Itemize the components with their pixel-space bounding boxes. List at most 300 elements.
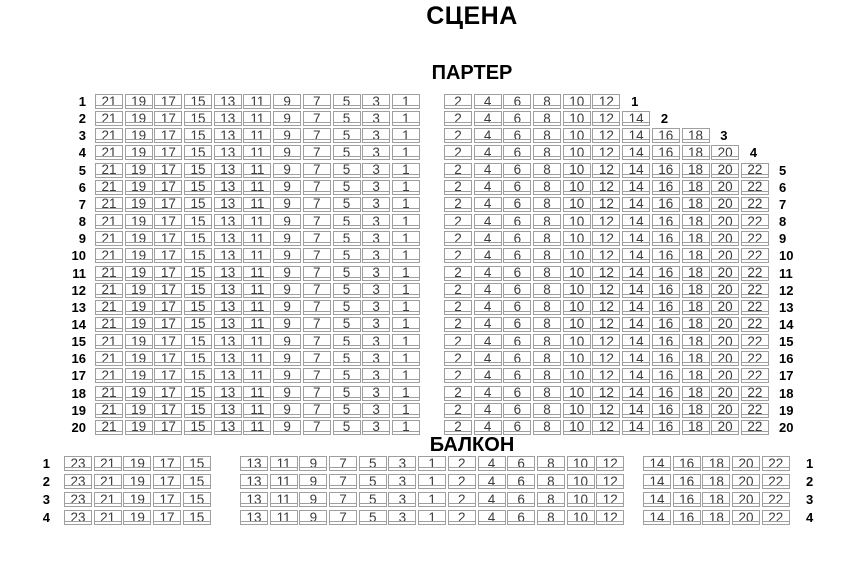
seat[interactable] bbox=[333, 163, 361, 178]
seat[interactable] bbox=[183, 492, 211, 507]
seat[interactable] bbox=[214, 334, 242, 349]
seat[interactable] bbox=[333, 266, 361, 281]
seat[interactable] bbox=[362, 317, 390, 332]
seat[interactable] bbox=[478, 492, 506, 507]
seat[interactable] bbox=[563, 283, 591, 298]
seat[interactable] bbox=[682, 420, 710, 435]
seat[interactable] bbox=[392, 403, 420, 418]
seat[interactable] bbox=[95, 231, 123, 246]
seat[interactable] bbox=[329, 492, 357, 507]
seat[interactable] bbox=[503, 248, 531, 263]
seat[interactable] bbox=[303, 403, 331, 418]
seat[interactable] bbox=[567, 456, 595, 471]
seat[interactable] bbox=[503, 111, 531, 126]
seat[interactable] bbox=[362, 197, 390, 212]
seat[interactable] bbox=[503, 214, 531, 229]
seat[interactable] bbox=[214, 368, 242, 383]
seat[interactable] bbox=[563, 145, 591, 160]
seat[interactable] bbox=[154, 163, 182, 178]
seat[interactable] bbox=[303, 231, 331, 246]
seat[interactable] bbox=[359, 456, 387, 471]
seat[interactable] bbox=[392, 111, 420, 126]
seat[interactable] bbox=[474, 420, 502, 435]
seat[interactable] bbox=[732, 456, 760, 471]
seat[interactable] bbox=[762, 510, 790, 525]
seat[interactable] bbox=[214, 351, 242, 366]
seat[interactable] bbox=[243, 420, 271, 435]
seat[interactable] bbox=[154, 283, 182, 298]
seat[interactable] bbox=[95, 386, 123, 401]
seat[interactable] bbox=[741, 317, 769, 332]
seat[interactable] bbox=[474, 214, 502, 229]
seat[interactable] bbox=[154, 248, 182, 263]
seat[interactable] bbox=[533, 420, 561, 435]
seat[interactable] bbox=[643, 492, 671, 507]
seat[interactable] bbox=[184, 180, 212, 195]
seat[interactable] bbox=[652, 248, 680, 263]
seat[interactable] bbox=[184, 111, 212, 126]
seat[interactable] bbox=[299, 456, 327, 471]
seat[interactable] bbox=[123, 492, 151, 507]
seat[interactable] bbox=[273, 128, 301, 143]
seat[interactable] bbox=[652, 145, 680, 160]
seat[interactable] bbox=[474, 300, 502, 315]
seat[interactable] bbox=[533, 283, 561, 298]
seat[interactable] bbox=[362, 351, 390, 366]
seat[interactable] bbox=[503, 145, 531, 160]
seat[interactable] bbox=[503, 266, 531, 281]
seat[interactable] bbox=[592, 197, 620, 212]
seat[interactable] bbox=[273, 145, 301, 160]
seat[interactable] bbox=[682, 317, 710, 332]
seat[interactable] bbox=[444, 128, 472, 143]
seat[interactable] bbox=[362, 231, 390, 246]
seat[interactable] bbox=[154, 403, 182, 418]
seat[interactable] bbox=[240, 510, 268, 525]
seat[interactable] bbox=[388, 510, 416, 525]
seat[interactable] bbox=[95, 317, 123, 332]
seat[interactable] bbox=[303, 248, 331, 263]
seat[interactable] bbox=[474, 334, 502, 349]
seat[interactable] bbox=[388, 474, 416, 489]
seat[interactable] bbox=[563, 300, 591, 315]
seat[interactable] bbox=[503, 420, 531, 435]
seat[interactable] bbox=[392, 128, 420, 143]
seat[interactable] bbox=[592, 386, 620, 401]
seat[interactable] bbox=[702, 474, 730, 489]
seat[interactable] bbox=[333, 420, 361, 435]
seat[interactable] bbox=[273, 266, 301, 281]
seat[interactable] bbox=[125, 300, 153, 315]
seat[interactable] bbox=[64, 456, 92, 471]
seat[interactable] bbox=[303, 300, 331, 315]
seat[interactable] bbox=[333, 300, 361, 315]
seat[interactable] bbox=[154, 94, 182, 109]
seat[interactable] bbox=[563, 197, 591, 212]
seat[interactable] bbox=[533, 266, 561, 281]
seat[interactable] bbox=[392, 197, 420, 212]
seat[interactable] bbox=[567, 492, 595, 507]
seat[interactable] bbox=[418, 492, 446, 507]
seat[interactable] bbox=[622, 248, 650, 263]
seat[interactable] bbox=[329, 474, 357, 489]
seat[interactable] bbox=[711, 145, 739, 160]
seat[interactable] bbox=[125, 248, 153, 263]
seat[interactable] bbox=[214, 145, 242, 160]
seat[interactable] bbox=[682, 231, 710, 246]
seat[interactable] bbox=[563, 128, 591, 143]
seat[interactable] bbox=[682, 197, 710, 212]
seat[interactable] bbox=[474, 317, 502, 332]
seat[interactable] bbox=[333, 351, 361, 366]
seat[interactable] bbox=[444, 180, 472, 195]
seat[interactable] bbox=[732, 492, 760, 507]
seat[interactable] bbox=[270, 456, 298, 471]
seat[interactable] bbox=[711, 351, 739, 366]
seat[interactable] bbox=[622, 317, 650, 332]
seat[interactable] bbox=[362, 283, 390, 298]
seat[interactable] bbox=[444, 351, 472, 366]
seat[interactable] bbox=[711, 231, 739, 246]
seat[interactable] bbox=[125, 214, 153, 229]
seat[interactable] bbox=[622, 283, 650, 298]
seat[interactable] bbox=[622, 197, 650, 212]
seat[interactable] bbox=[94, 492, 122, 507]
seat[interactable] bbox=[682, 368, 710, 383]
seat[interactable] bbox=[563, 317, 591, 332]
seat[interactable] bbox=[652, 283, 680, 298]
seat[interactable] bbox=[711, 197, 739, 212]
seat[interactable] bbox=[563, 334, 591, 349]
seat[interactable] bbox=[533, 334, 561, 349]
seat[interactable] bbox=[154, 420, 182, 435]
seat[interactable] bbox=[95, 334, 123, 349]
seat[interactable] bbox=[362, 163, 390, 178]
seat[interactable] bbox=[503, 128, 531, 143]
seat[interactable] bbox=[673, 510, 701, 525]
seat[interactable] bbox=[125, 334, 153, 349]
seat[interactable] bbox=[592, 403, 620, 418]
seat[interactable] bbox=[444, 111, 472, 126]
seat[interactable] bbox=[478, 456, 506, 471]
seat[interactable] bbox=[362, 111, 390, 126]
seat[interactable] bbox=[474, 386, 502, 401]
seat[interactable] bbox=[682, 403, 710, 418]
seat[interactable] bbox=[622, 368, 650, 383]
seat[interactable] bbox=[444, 403, 472, 418]
seat[interactable] bbox=[448, 474, 476, 489]
seat[interactable] bbox=[392, 145, 420, 160]
seat[interactable] bbox=[303, 197, 331, 212]
seat[interactable] bbox=[652, 334, 680, 349]
seat[interactable] bbox=[567, 510, 595, 525]
seat[interactable] bbox=[762, 474, 790, 489]
seat[interactable] bbox=[474, 231, 502, 246]
seat[interactable] bbox=[474, 145, 502, 160]
seat[interactable] bbox=[125, 180, 153, 195]
seat[interactable] bbox=[711, 214, 739, 229]
seat[interactable] bbox=[362, 300, 390, 315]
seat[interactable] bbox=[622, 386, 650, 401]
seat[interactable] bbox=[362, 334, 390, 349]
seat[interactable] bbox=[444, 300, 472, 315]
seat[interactable] bbox=[741, 351, 769, 366]
seat[interactable] bbox=[214, 300, 242, 315]
seat[interactable] bbox=[154, 231, 182, 246]
seat[interactable] bbox=[418, 510, 446, 525]
seat[interactable] bbox=[95, 180, 123, 195]
seat[interactable] bbox=[622, 214, 650, 229]
seat[interactable] bbox=[596, 492, 624, 507]
seat[interactable] bbox=[273, 111, 301, 126]
seat[interactable] bbox=[94, 474, 122, 489]
seat[interactable] bbox=[333, 94, 361, 109]
seat[interactable] bbox=[533, 300, 561, 315]
seat[interactable] bbox=[702, 492, 730, 507]
seat[interactable] bbox=[214, 197, 242, 212]
seat[interactable] bbox=[444, 386, 472, 401]
seat[interactable] bbox=[711, 300, 739, 315]
seat[interactable] bbox=[444, 283, 472, 298]
seat[interactable] bbox=[474, 283, 502, 298]
seat[interactable] bbox=[474, 163, 502, 178]
seat[interactable] bbox=[184, 317, 212, 332]
seat[interactable] bbox=[153, 456, 181, 471]
seat[interactable] bbox=[95, 214, 123, 229]
seat[interactable] bbox=[333, 334, 361, 349]
seat[interactable] bbox=[682, 283, 710, 298]
seat[interactable] bbox=[214, 317, 242, 332]
seat[interactable] bbox=[592, 94, 620, 109]
seat[interactable] bbox=[273, 317, 301, 332]
seat[interactable] bbox=[125, 145, 153, 160]
seat[interactable] bbox=[682, 334, 710, 349]
seat[interactable] bbox=[214, 248, 242, 263]
seat[interactable] bbox=[444, 248, 472, 263]
seat[interactable] bbox=[622, 111, 650, 126]
seat[interactable] bbox=[303, 351, 331, 366]
seat[interactable] bbox=[533, 145, 561, 160]
seat[interactable] bbox=[563, 420, 591, 435]
seat[interactable] bbox=[270, 510, 298, 525]
seat[interactable] bbox=[243, 94, 271, 109]
seat[interactable] bbox=[741, 403, 769, 418]
seat[interactable] bbox=[533, 111, 561, 126]
seat[interactable] bbox=[392, 231, 420, 246]
seat[interactable] bbox=[184, 403, 212, 418]
seat[interactable] bbox=[273, 180, 301, 195]
seat[interactable] bbox=[333, 214, 361, 229]
seat[interactable] bbox=[95, 163, 123, 178]
seat[interactable] bbox=[596, 510, 624, 525]
seat[interactable] bbox=[243, 283, 271, 298]
seat[interactable] bbox=[537, 492, 565, 507]
seat[interactable] bbox=[444, 197, 472, 212]
seat[interactable] bbox=[592, 420, 620, 435]
seat[interactable] bbox=[392, 214, 420, 229]
seat[interactable] bbox=[652, 163, 680, 178]
seat[interactable] bbox=[95, 94, 123, 109]
seat[interactable] bbox=[682, 145, 710, 160]
seat[interactable] bbox=[503, 403, 531, 418]
seat[interactable] bbox=[392, 368, 420, 383]
seat[interactable] bbox=[652, 214, 680, 229]
seat[interactable] bbox=[652, 420, 680, 435]
seat[interactable] bbox=[711, 403, 739, 418]
seat[interactable] bbox=[592, 145, 620, 160]
seat[interactable] bbox=[333, 231, 361, 246]
seat[interactable] bbox=[652, 300, 680, 315]
seat[interactable] bbox=[362, 386, 390, 401]
seat[interactable] bbox=[507, 456, 535, 471]
seat[interactable] bbox=[123, 510, 151, 525]
seat[interactable] bbox=[444, 420, 472, 435]
seat[interactable] bbox=[652, 403, 680, 418]
seat[interactable] bbox=[125, 128, 153, 143]
seat[interactable] bbox=[125, 283, 153, 298]
seat[interactable] bbox=[299, 510, 327, 525]
seat[interactable] bbox=[711, 180, 739, 195]
seat[interactable] bbox=[273, 197, 301, 212]
seat[interactable] bbox=[184, 420, 212, 435]
seat[interactable] bbox=[299, 492, 327, 507]
seat[interactable] bbox=[273, 386, 301, 401]
seat[interactable] bbox=[362, 248, 390, 263]
seat[interactable] bbox=[444, 334, 472, 349]
seat[interactable] bbox=[592, 351, 620, 366]
seat[interactable] bbox=[273, 248, 301, 263]
seat[interactable] bbox=[741, 180, 769, 195]
seat[interactable] bbox=[154, 145, 182, 160]
seat[interactable] bbox=[214, 283, 242, 298]
seat[interactable] bbox=[622, 300, 650, 315]
seat[interactable] bbox=[711, 163, 739, 178]
seat[interactable] bbox=[392, 248, 420, 263]
seat[interactable] bbox=[184, 283, 212, 298]
seat[interactable] bbox=[444, 231, 472, 246]
seat[interactable] bbox=[154, 386, 182, 401]
seat[interactable] bbox=[243, 248, 271, 263]
seat[interactable] bbox=[622, 351, 650, 366]
seat[interactable] bbox=[592, 283, 620, 298]
seat[interactable] bbox=[503, 300, 531, 315]
seat[interactable] bbox=[362, 128, 390, 143]
seat[interactable] bbox=[537, 474, 565, 489]
seat[interactable] bbox=[563, 94, 591, 109]
seat[interactable] bbox=[273, 420, 301, 435]
seat[interactable] bbox=[95, 368, 123, 383]
seat[interactable] bbox=[622, 163, 650, 178]
seat[interactable] bbox=[243, 145, 271, 160]
seat[interactable] bbox=[682, 214, 710, 229]
seat[interactable] bbox=[125, 163, 153, 178]
seat[interactable] bbox=[303, 145, 331, 160]
seat[interactable] bbox=[392, 94, 420, 109]
seat[interactable] bbox=[533, 197, 561, 212]
seat[interactable] bbox=[503, 351, 531, 366]
seat[interactable] bbox=[273, 94, 301, 109]
seat[interactable] bbox=[592, 231, 620, 246]
seat[interactable] bbox=[592, 163, 620, 178]
seat[interactable] bbox=[243, 351, 271, 366]
seat[interactable] bbox=[154, 214, 182, 229]
seat[interactable] bbox=[184, 214, 212, 229]
seat[interactable] bbox=[303, 334, 331, 349]
seat[interactable] bbox=[741, 334, 769, 349]
seat[interactable] bbox=[673, 492, 701, 507]
seat[interactable] bbox=[711, 248, 739, 263]
seat[interactable] bbox=[125, 197, 153, 212]
seat[interactable] bbox=[474, 94, 502, 109]
seat[interactable] bbox=[333, 386, 361, 401]
seat[interactable] bbox=[563, 163, 591, 178]
seat[interactable] bbox=[741, 420, 769, 435]
seat[interactable] bbox=[682, 163, 710, 178]
seat[interactable] bbox=[125, 403, 153, 418]
seat[interactable] bbox=[762, 492, 790, 507]
seat[interactable] bbox=[592, 334, 620, 349]
seat[interactable] bbox=[474, 111, 502, 126]
seat[interactable] bbox=[273, 163, 301, 178]
seat[interactable] bbox=[711, 368, 739, 383]
seat[interactable] bbox=[243, 386, 271, 401]
seat[interactable] bbox=[154, 197, 182, 212]
seat[interactable] bbox=[214, 128, 242, 143]
seat[interactable] bbox=[563, 248, 591, 263]
seat[interactable] bbox=[329, 510, 357, 525]
seat[interactable] bbox=[741, 386, 769, 401]
seat[interactable] bbox=[359, 492, 387, 507]
seat[interactable] bbox=[592, 300, 620, 315]
seat[interactable] bbox=[503, 231, 531, 246]
seat[interactable] bbox=[533, 163, 561, 178]
seat[interactable] bbox=[711, 317, 739, 332]
seat[interactable] bbox=[243, 266, 271, 281]
seat[interactable] bbox=[537, 456, 565, 471]
seat[interactable] bbox=[503, 197, 531, 212]
seat[interactable] bbox=[273, 283, 301, 298]
seat[interactable] bbox=[125, 368, 153, 383]
seat[interactable] bbox=[303, 266, 331, 281]
seat[interactable] bbox=[154, 317, 182, 332]
seat[interactable] bbox=[533, 351, 561, 366]
seat[interactable] bbox=[762, 456, 790, 471]
seat[interactable] bbox=[563, 180, 591, 195]
seat[interactable] bbox=[303, 214, 331, 229]
seat[interactable] bbox=[362, 145, 390, 160]
seat[interactable] bbox=[183, 474, 211, 489]
seat[interactable] bbox=[303, 128, 331, 143]
seat[interactable] bbox=[503, 368, 531, 383]
seat[interactable] bbox=[94, 456, 122, 471]
seat[interactable] bbox=[184, 248, 212, 263]
seat[interactable] bbox=[184, 334, 212, 349]
seat[interactable] bbox=[592, 266, 620, 281]
seat[interactable] bbox=[392, 420, 420, 435]
seat[interactable] bbox=[503, 94, 531, 109]
seat[interactable] bbox=[214, 94, 242, 109]
seat[interactable] bbox=[95, 351, 123, 366]
seat[interactable] bbox=[444, 214, 472, 229]
seat[interactable] bbox=[563, 214, 591, 229]
seat[interactable] bbox=[154, 180, 182, 195]
seat[interactable] bbox=[95, 403, 123, 418]
seat[interactable] bbox=[533, 214, 561, 229]
seat[interactable] bbox=[362, 403, 390, 418]
seat[interactable] bbox=[702, 456, 730, 471]
seat[interactable] bbox=[388, 492, 416, 507]
seat[interactable] bbox=[64, 510, 92, 525]
